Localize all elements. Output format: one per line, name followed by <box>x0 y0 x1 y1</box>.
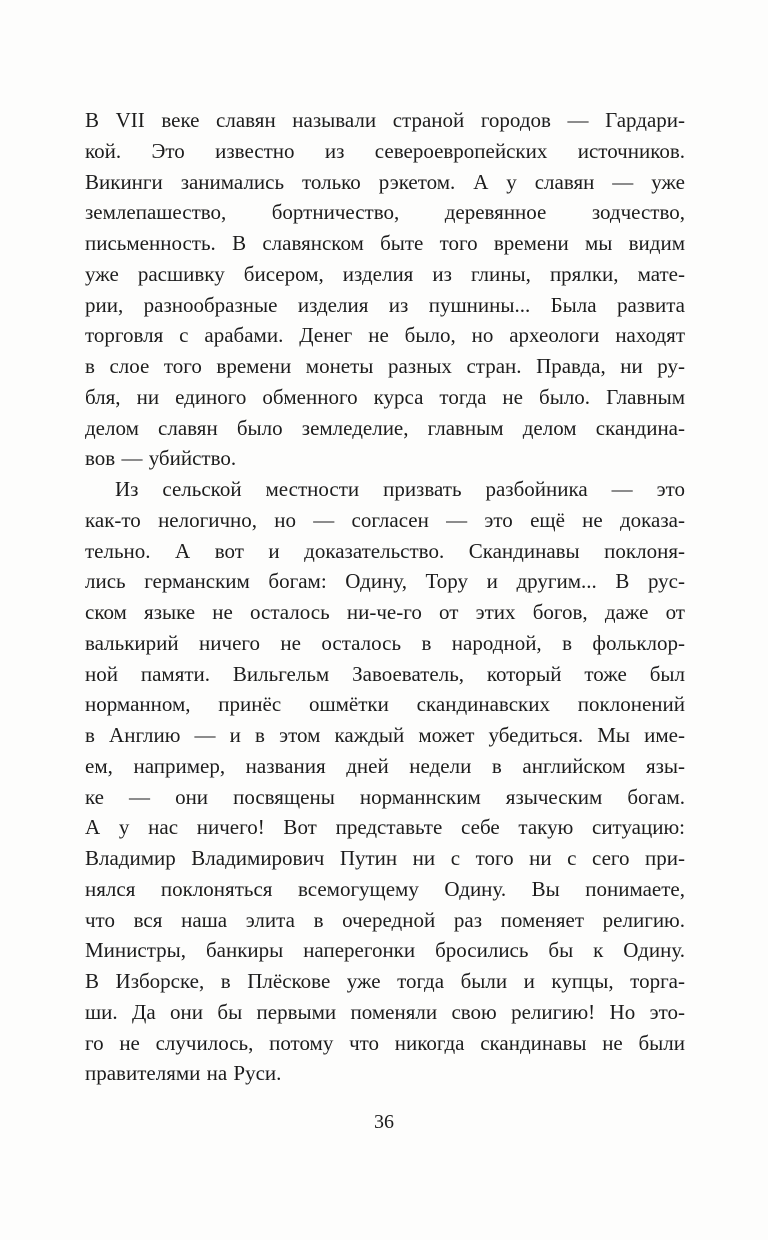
text-line: тельно. А вот и доказательство. Скандинавы поклоня- <box>85 538 685 563</box>
text-line: Министры, банкиры наперегонки бросились бы к Одину. <box>85 938 685 963</box>
text-line: ши. Да они бы первыми поменяли свою религию! Но это- <box>85 999 685 1024</box>
text-line: Из сельской местности призвать разбойника — это <box>115 477 685 501</box>
text-line: норманном, принёс ошмётки скандинавских поклонений <box>85 692 685 717</box>
text-line: правителями на Руси. <box>85 1061 282 1086</box>
text-line: как-то нелогично, но — согласен — это ещё не доказа- <box>85 507 685 532</box>
text-line: землепашество, бортничество, деревянное зодчество, <box>85 200 685 225</box>
text-line: ной памяти. Вильгельм Завоеватель, который тоже был <box>85 661 685 686</box>
text-line: рии, разнообразные изделия из пушнины... Была развита <box>85 292 685 317</box>
text-line: А у нас ничего! Вот представьте себе такую ситуацию: <box>85 815 685 840</box>
text-line: Владимир Владимирович Путин ни с того ни с сего при- <box>85 846 685 870</box>
text-line: торговля с арабами. Денег не было, но археологи находят <box>85 323 685 348</box>
text-line: в слое того времени монеты разных стран. Правда, ни ру- <box>85 354 685 378</box>
text-line: что вся наша элита в очередной раз поменяет религию. <box>85 907 685 932</box>
text-line: письменность. В славянском быте того времени мы видим <box>85 231 685 255</box>
text-line: Викинги занимались только рэкетом. А у славян — уже <box>85 169 685 194</box>
text-line: уже расшивку бисером, изделия из глины, прялки, мате- <box>85 261 685 286</box>
text-line: В VII веке славян называли страной городов — Гардари- <box>85 108 685 132</box>
text-line: го не случилось, потому что никогда скандинавы не были <box>85 1030 685 1055</box>
paragraph <box>85 105 685 474</box>
text-line: В Изборске, в Плёскове уже тогда были и купцы, торга- <box>85 969 685 993</box>
text-line: нялся поклоняться всемогущему Одину. Вы понимаете, <box>85 876 685 901</box>
paragraph <box>85 474 685 1089</box>
text-line: валькирий ничего не осталось в народной, в фольклор- <box>85 630 685 655</box>
text-line: ском языке не осталось ни-че-го от этих богов, даже от <box>85 600 685 624</box>
text-line: в Англию — и в этом каждый может убедиться. Мы име- <box>85 723 685 747</box>
text-line: лись германским богам: Одину, Тору и другим... В рус- <box>85 569 685 594</box>
text-line: ке — они посвящены норманнским языческим богам. <box>85 784 685 809</box>
page-number: 36 <box>374 1111 394 1133</box>
text-line: делом славян было земледелие, главным делом скандина- <box>85 415 685 440</box>
text-block <box>85 105 685 1089</box>
text-line: бля, ни единого обменного курса тогда не было. Главным <box>85 384 685 409</box>
text-line: ем, например, названия дней недели в английском язы- <box>85 753 685 778</box>
text-line: вов — убийство. <box>85 446 237 471</box>
text-line: кой. Это известно из североевропейских источников. <box>85 138 685 163</box>
